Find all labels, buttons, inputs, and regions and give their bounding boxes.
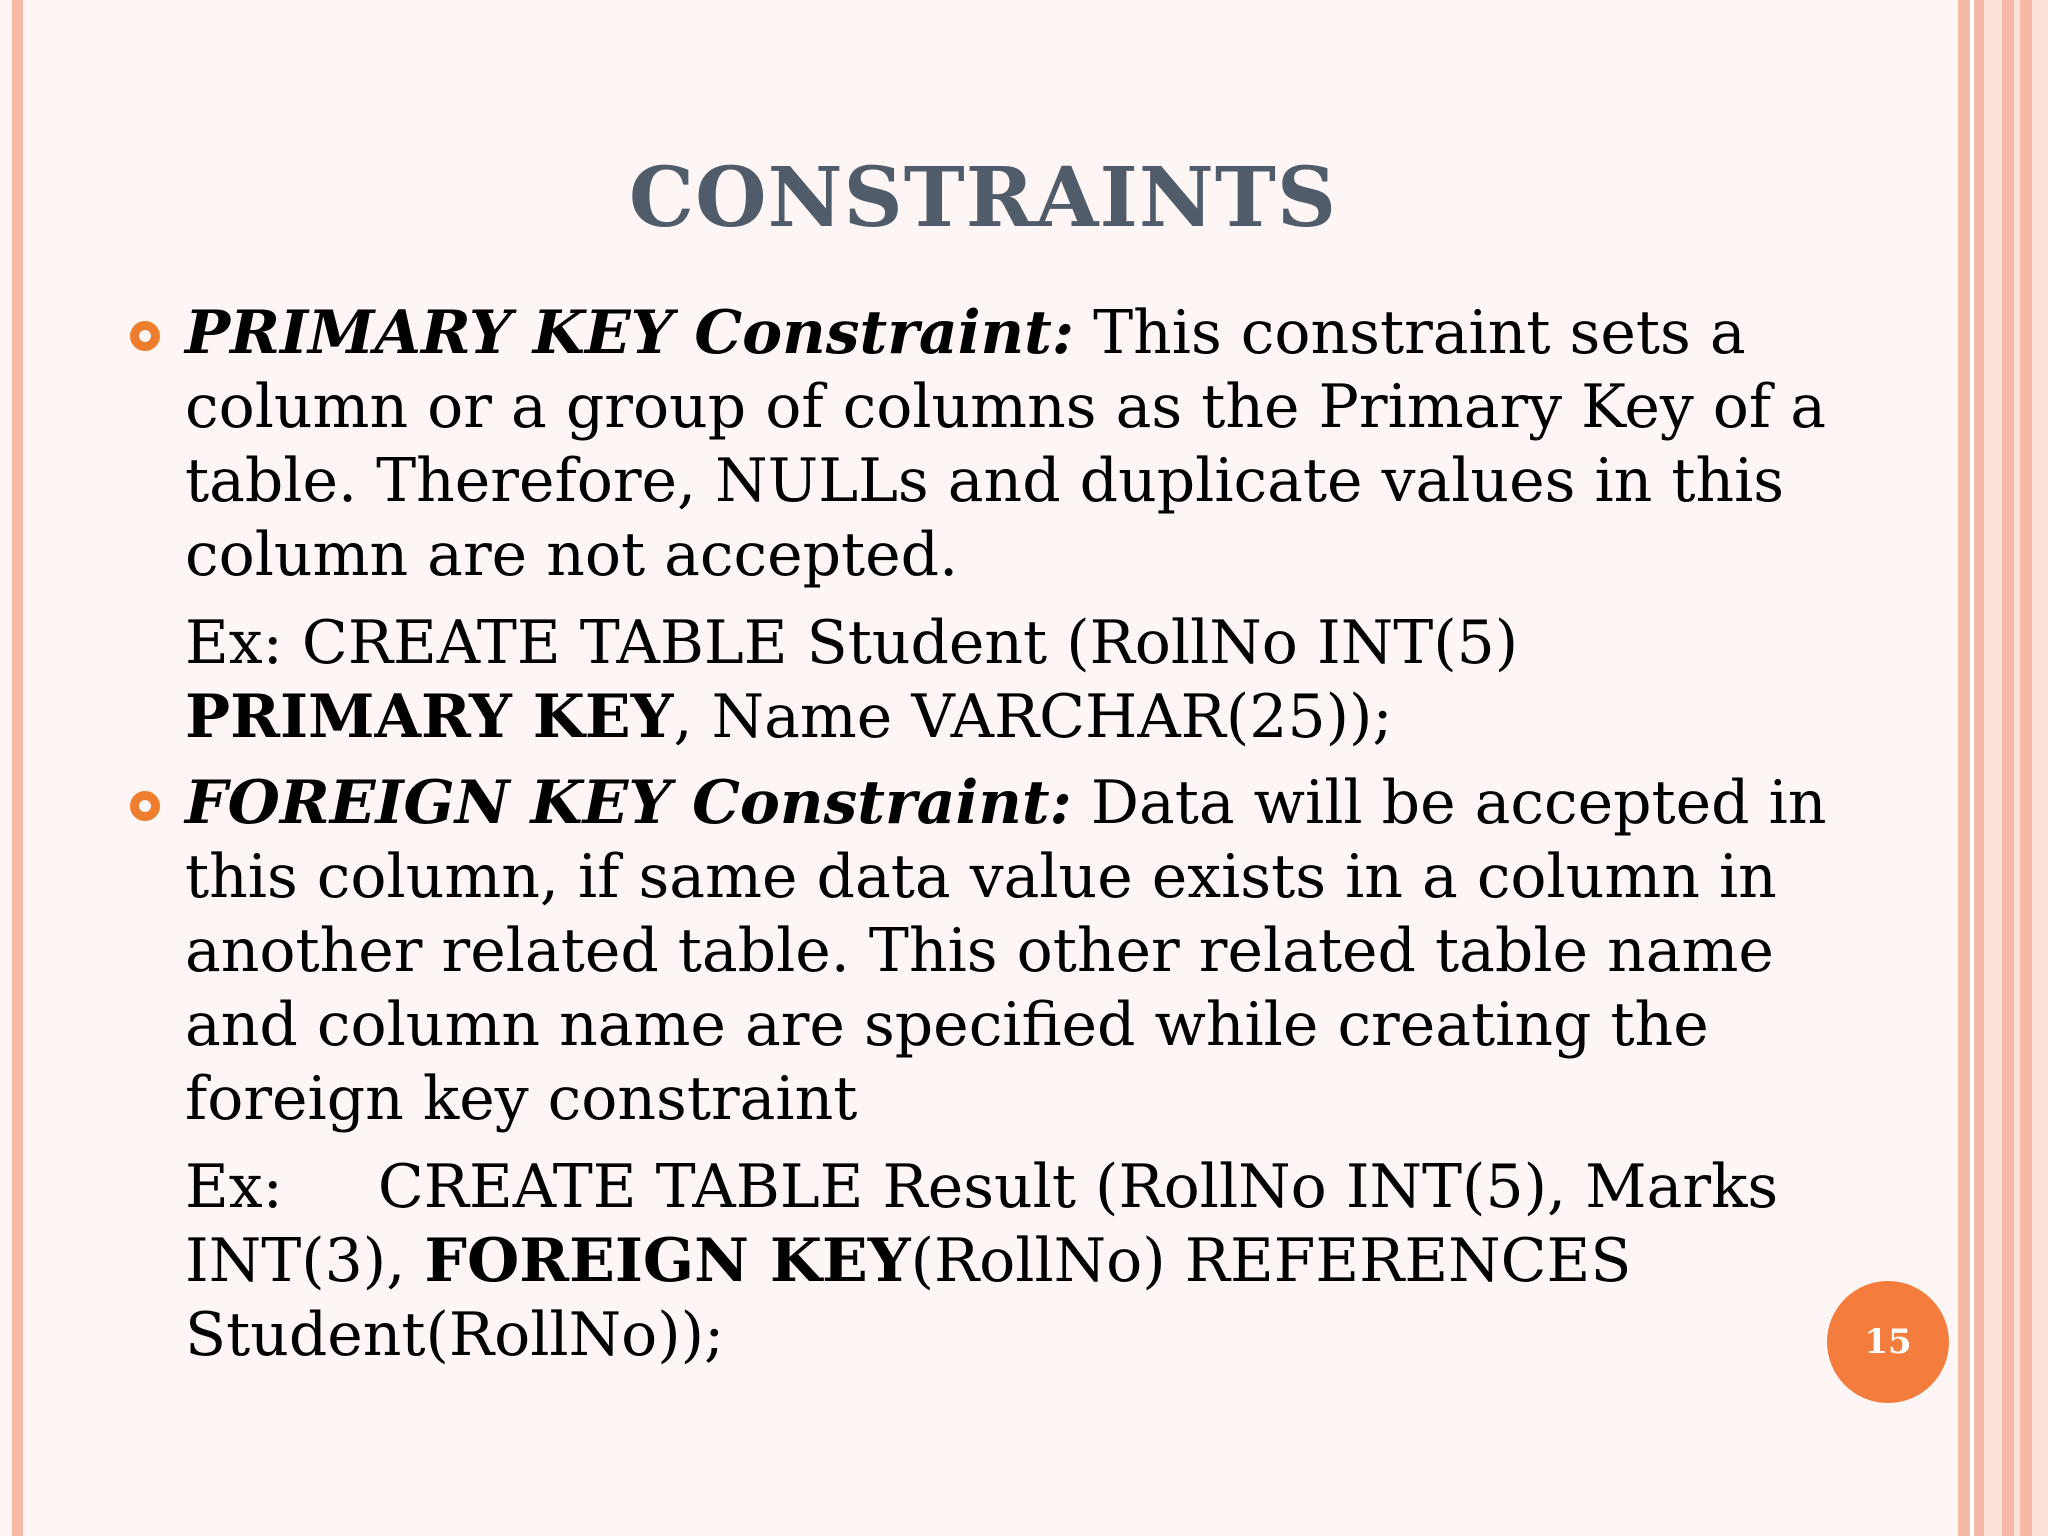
right-border-stripe (1984, 0, 2002, 1536)
example-suffix: (RollNo) REFERENCES Student(RollNo)); (185, 1226, 1632, 1370)
slide-title: CONSTRAINTS (628, 150, 1338, 246)
bullet-text: Data will be accepted in this column, if same data value exists in a column in another related table. This other related table name and column name are specified while creating the foreign key constraint (185, 768, 1827, 1134)
example-prefix: Ex: CREATE TABLE Student (RollNo INT(5) (185, 608, 1519, 678)
example-keyword: FOREIGN KEY (424, 1226, 911, 1296)
bullet-foreign-key (130, 766, 1850, 1136)
right-border-stripe (2020, 0, 2032, 1536)
example-primary-key (130, 606, 1850, 754)
example-label: Ex: (185, 1152, 283, 1222)
circle-bullet-icon (130, 321, 160, 351)
example-keyword: PRIMARY KEY (185, 682, 674, 752)
bullet-term: FOREIGN KEY Constraint: (185, 768, 1072, 838)
page-number-badge: 15 (1827, 1281, 1949, 1403)
example-foreign-key (130, 1150, 1850, 1372)
right-border-stripe (2002, 0, 2014, 1536)
slide-body (130, 296, 1850, 1384)
circle-bullet-icon (130, 791, 160, 821)
example-prefix: CREATE TABLE Result (RollNo INT(5), Marks INT(3), (185, 1152, 1779, 1296)
bullet-primary-key (130, 296, 1850, 592)
bullet-text: This constraint sets a column or a group of columns as the Primary Key of a table. Therefore, NULLs and duplicate values in this column are not accepted. (185, 298, 1826, 590)
example-suffix: , Name VARCHAR(25)); (673, 682, 1393, 752)
right-border-stripe (2032, 0, 2048, 1536)
right-border-stripe (1974, 0, 1984, 1536)
bullet-term: PRIMARY KEY Constraint: (185, 298, 1075, 368)
